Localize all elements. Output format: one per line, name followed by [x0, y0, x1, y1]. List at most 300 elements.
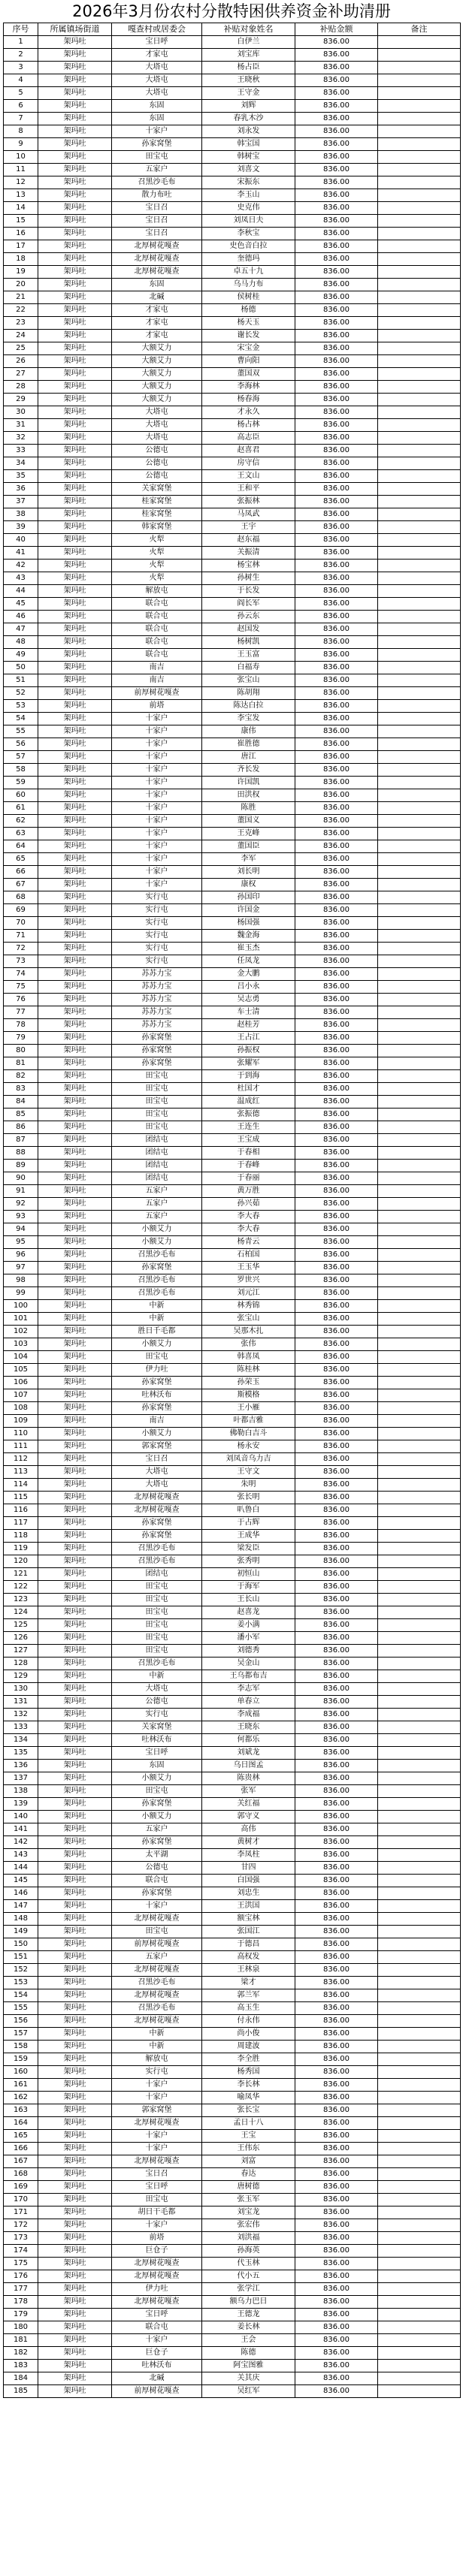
table-row [4, 394, 461, 406]
cell-town: 架玛吐 [38, 1606, 112, 1619]
cell-index: 61 [4, 802, 38, 815]
cell-remark [378, 87, 461, 100]
cell-village: 宝日呼 [112, 1747, 202, 1760]
cell-amount: 836.00 [295, 1632, 378, 1645]
cell-village: 十家户 [112, 2334, 202, 2347]
cell-village: 召黑沙毛布 [112, 1287, 202, 1300]
cell-amount: 836.00 [295, 394, 378, 406]
cell-amount: 836.00 [295, 100, 378, 113]
cell-recipient: 张国江 [202, 1926, 295, 1938]
cell-recipient: 吴那木扎 [202, 1326, 295, 1338]
cell-town: 架玛吐 [38, 1313, 112, 1326]
cell-remark [378, 1479, 461, 1492]
cell-index: 33 [4, 445, 38, 457]
table-row [4, 534, 461, 547]
cell-village: 联合屯 [112, 598, 202, 611]
cell-amount: 836.00 [295, 240, 378, 253]
table-row [4, 1747, 461, 1760]
cell-amount: 836.00 [295, 1160, 378, 1172]
cell-index: 26 [4, 355, 38, 368]
cell-index: 149 [4, 1926, 38, 1938]
cell-town: 架玛吐 [38, 1709, 112, 1721]
cell-remark [378, 1913, 461, 1926]
cell-amount: 836.00 [295, 560, 378, 572]
cell-remark [378, 2385, 461, 2398]
cell-town: 架玛吐 [38, 1964, 112, 1977]
cell-remark [378, 649, 461, 662]
cell-recipient: 阎长军 [202, 598, 295, 611]
cell-recipient: 刘辉 [202, 100, 295, 113]
cell-recipient: 李大春 [202, 1223, 295, 1236]
table-row [4, 228, 461, 240]
cell-index: 120 [4, 1555, 38, 1568]
cell-remark [378, 508, 461, 521]
cell-amount: 836.00 [295, 1402, 378, 1415]
table-row [4, 713, 461, 725]
cell-remark [378, 1696, 461, 1709]
cell-town: 架玛吐 [38, 330, 112, 342]
cell-remark [378, 2181, 461, 2194]
table-row [4, 1440, 461, 1453]
table-row [4, 2168, 461, 2181]
table-row [4, 2245, 461, 2258]
cell-village: 团结屯 [112, 1147, 202, 1160]
cell-amount: 836.00 [295, 687, 378, 700]
cell-town: 架玛吐 [38, 2283, 112, 2296]
cell-remark [378, 483, 461, 496]
cell-amount: 836.00 [295, 1581, 378, 1594]
cell-remark [378, 636, 461, 649]
cell-remark [378, 572, 461, 585]
table-row [4, 1823, 461, 1836]
cell-village: 田宝屯 [112, 1594, 202, 1606]
cell-amount: 836.00 [295, 725, 378, 738]
cell-remark [378, 1658, 461, 1670]
cell-amount: 836.00 [295, 2360, 378, 2372]
cell-remark [378, 2066, 461, 2079]
table-row [4, 1326, 461, 1338]
cell-remark [378, 891, 461, 904]
cell-recipient: 王守金 [202, 87, 295, 100]
table-row [4, 1568, 461, 1581]
cell-index: 101 [4, 1313, 38, 1326]
cell-amount: 836.00 [295, 968, 378, 981]
cell-recipient: 王会 [202, 2334, 295, 2347]
cell-index: 115 [4, 1492, 38, 1504]
table-row [4, 1338, 461, 1351]
cell-village: 五家户 [112, 1823, 202, 1836]
cell-amount: 836.00 [295, 202, 378, 215]
cell-recipient: 王伟东 [202, 2143, 295, 2155]
cell-recipient: 额宝林 [202, 1913, 295, 1926]
cell-index: 78 [4, 1019, 38, 1032]
table-row [4, 2372, 461, 2385]
cell-village: 火犁 [112, 560, 202, 572]
cell-village: 火犁 [112, 547, 202, 560]
cell-recipient: 王宝 [202, 2130, 295, 2143]
cell-recipient: 王文山 [202, 470, 295, 483]
cell-amount: 836.00 [295, 2104, 378, 2117]
cell-index: 72 [4, 943, 38, 955]
table-row [4, 496, 461, 508]
cell-remark [378, 943, 461, 955]
cell-index: 17 [4, 240, 38, 253]
cell-recipient: 张玉军 [202, 2194, 295, 2206]
cell-remark [378, 1274, 461, 1287]
table-row [4, 777, 461, 789]
cell-village: 十家户 [112, 802, 202, 815]
cell-index: 57 [4, 751, 38, 764]
table-row [4, 1581, 461, 1594]
cell-amount: 836.00 [295, 215, 378, 228]
cell-remark [378, 2194, 461, 2206]
cell-remark [378, 1504, 461, 1517]
cell-recipient: 郭兰军 [202, 1989, 295, 2002]
cell-recipient: 杨青云 [202, 1236, 295, 1249]
cell-town: 架玛吐 [38, 1938, 112, 1951]
cell-remark [378, 1313, 461, 1326]
cell-index: 85 [4, 1109, 38, 1121]
cell-index: 91 [4, 1185, 38, 1198]
cell-town: 架玛吐 [38, 2143, 112, 2155]
cell-town: 架玛吐 [38, 1198, 112, 1211]
cell-index: 148 [4, 1913, 38, 1926]
cell-town: 架玛吐 [38, 1083, 112, 1096]
header-cell-town: 所属镇场街道 [38, 23, 112, 36]
cell-index: 55 [4, 725, 38, 738]
cell-town: 架玛吐 [38, 457, 112, 470]
cell-village: 孙家窝堡 [112, 1402, 202, 1415]
cell-recipient: 崔胜德 [202, 738, 295, 751]
cell-index: 37 [4, 496, 38, 508]
cell-remark [378, 2079, 461, 2092]
cell-town: 架玛吐 [38, 572, 112, 585]
cell-remark [378, 611, 461, 623]
table-row [4, 917, 461, 930]
cell-town: 架玛吐 [38, 1734, 112, 1747]
cell-town: 架玛吐 [38, 2053, 112, 2066]
cell-village: 公德屯 [112, 470, 202, 483]
cell-recipient: 刘凤音乌力吉 [202, 1453, 295, 1466]
cell-town: 架玛吐 [38, 291, 112, 304]
cell-village: 田宝屯 [112, 1619, 202, 1632]
cell-amount: 836.00 [295, 266, 378, 279]
cell-index: 43 [4, 572, 38, 585]
cell-recipient: 梁发臣 [202, 1543, 295, 1555]
table-row [4, 764, 461, 777]
cell-remark [378, 840, 461, 853]
cell-amount: 836.00 [295, 1645, 378, 1658]
cell-recipient: 赵喜君 [202, 445, 295, 457]
cell-village: 大额艾力 [112, 381, 202, 394]
cell-amount: 836.00 [295, 368, 378, 381]
cell-village: 十家户 [112, 764, 202, 777]
cell-index: 139 [4, 1798, 38, 1811]
cell-recipient: 张伟 [202, 1338, 295, 1351]
cell-village: 孙家窝堡 [112, 1262, 202, 1274]
cell-index: 45 [4, 598, 38, 611]
header-cell-recipient: 补贴对象姓名 [202, 23, 295, 36]
cell-remark [378, 2360, 461, 2372]
cell-amount: 836.00 [295, 1977, 378, 1989]
cell-recipient: 春乳木沙 [202, 113, 295, 125]
cell-amount: 836.00 [295, 508, 378, 521]
cell-recipient: 尚小俊 [202, 2028, 295, 2041]
cell-recipient: 李志军 [202, 1683, 295, 1696]
cell-village: 南吉 [112, 674, 202, 687]
cell-village: 苏苏力宝 [112, 1006, 202, 1019]
cell-remark [378, 1172, 461, 1185]
cell-remark [378, 1836, 461, 1849]
cell-town: 架玛吐 [38, 1057, 112, 1070]
cell-amount: 836.00 [295, 649, 378, 662]
header-cell-index: 序号 [4, 23, 38, 36]
cell-village: 宝日召 [112, 2168, 202, 2181]
cell-index: 150 [4, 1938, 38, 1951]
cell-index: 12 [4, 176, 38, 189]
cell-recipient: 房守信 [202, 457, 295, 470]
cell-village: 宝日呼 [112, 36, 202, 49]
cell-amount: 836.00 [295, 1670, 378, 1683]
cell-recipient: 张长明 [202, 1492, 295, 1504]
cell-town: 架玛吐 [38, 368, 112, 381]
cell-remark [378, 751, 461, 764]
cell-town: 架玛吐 [38, 2015, 112, 2028]
cell-index: 40 [4, 534, 38, 547]
cell-amount: 836.00 [295, 470, 378, 483]
cell-town: 架玛吐 [38, 2232, 112, 2245]
cell-remark [378, 1581, 461, 1594]
table-row [4, 381, 461, 394]
cell-amount: 836.00 [295, 1019, 378, 1032]
cell-remark [378, 1121, 461, 1134]
cell-town: 架玛吐 [38, 381, 112, 394]
cell-amount: 836.00 [295, 2309, 378, 2321]
cell-village: 五家户 [112, 164, 202, 176]
cell-amount: 836.00 [295, 1223, 378, 1236]
cell-remark [378, 1351, 461, 1364]
cell-village: 实行屯 [112, 917, 202, 930]
cell-village: 中新 [112, 2028, 202, 2041]
cell-remark [378, 1338, 461, 1351]
cell-index: 177 [4, 2283, 38, 2296]
cell-index: 135 [4, 1747, 38, 1760]
table-row [4, 828, 461, 840]
cell-amount: 836.00 [295, 1351, 378, 1364]
cell-village: 大额艾力 [112, 368, 202, 381]
cell-village: 联合屯 [112, 649, 202, 662]
cell-town: 架玛吐 [38, 2181, 112, 2194]
cell-town: 架玛吐 [38, 1492, 112, 1504]
cell-village: 十家户 [112, 1900, 202, 1913]
cell-remark [378, 1389, 461, 1402]
cell-index: 168 [4, 2168, 38, 2181]
cell-recipient: 吴红军 [202, 2385, 295, 2398]
cell-recipient: 董国双 [202, 368, 295, 381]
cell-remark [378, 1019, 461, 1032]
cell-amount: 836.00 [295, 432, 378, 445]
table-row [4, 1606, 461, 1619]
cell-village: 十家户 [112, 713, 202, 725]
cell-town: 架玛吐 [38, 917, 112, 930]
cell-amount: 836.00 [295, 1109, 378, 1121]
cell-town: 架玛吐 [38, 2385, 112, 2398]
cell-village: 太平湖 [112, 1849, 202, 1862]
table-row [4, 330, 461, 342]
cell-remark [378, 74, 461, 87]
cell-amount: 836.00 [295, 445, 378, 457]
cell-village: 吐林沃布 [112, 1389, 202, 1402]
table-row [4, 2002, 461, 2015]
cell-amount: 836.00 [295, 2258, 378, 2270]
cell-town: 架玛吐 [38, 2104, 112, 2117]
cell-town: 架玛吐 [38, 1619, 112, 1632]
table-row [4, 49, 461, 62]
cell-remark [378, 279, 461, 291]
cell-amount: 836.00 [295, 1887, 378, 1900]
cell-remark [378, 330, 461, 342]
cell-recipient: 赵桂芳 [202, 1019, 295, 1032]
cell-recipient: 白伊兰 [202, 36, 295, 49]
cell-index: 174 [4, 2245, 38, 2258]
cell-amount: 836.00 [295, 636, 378, 649]
cell-remark [378, 1287, 461, 1300]
table-row [4, 304, 461, 317]
cell-recipient: 刘洪福 [202, 2232, 295, 2245]
cell-recipient: 谢长发 [202, 330, 295, 342]
cell-remark [378, 623, 461, 636]
table-row [4, 1428, 461, 1440]
cell-amount: 836.00 [295, 2117, 378, 2130]
cell-town: 架玛吐 [38, 1160, 112, 1172]
cell-remark [378, 164, 461, 176]
cell-town: 架玛吐 [38, 2321, 112, 2334]
cell-village: 召黑沙毛布 [112, 1658, 202, 1670]
cell-amount: 836.00 [295, 483, 378, 496]
cell-index: 13 [4, 189, 38, 202]
cell-amount: 836.00 [295, 1249, 378, 1262]
cell-index: 60 [4, 789, 38, 802]
table-row [4, 1683, 461, 1696]
cell-remark [378, 1006, 461, 1019]
cell-amount: 836.00 [295, 1823, 378, 1836]
cell-amount: 836.00 [295, 1134, 378, 1147]
cell-remark [378, 1185, 461, 1198]
cell-village: 公德屯 [112, 1696, 202, 1709]
cell-remark [378, 1606, 461, 1619]
cell-town: 架玛吐 [38, 470, 112, 483]
cell-recipient: 陈贵林 [202, 1772, 295, 1785]
cell-index: 107 [4, 1389, 38, 1402]
cell-village: 关家窝堡 [112, 1721, 202, 1734]
cell-remark [378, 853, 461, 866]
table-row [4, 1900, 461, 1913]
cell-remark [378, 1594, 461, 1606]
cell-village: 中新 [112, 1300, 202, 1313]
cell-recipient: 温成红 [202, 1096, 295, 1109]
cell-index: 52 [4, 687, 38, 700]
cell-remark [378, 2321, 461, 2334]
cell-town: 架玛吐 [38, 2194, 112, 2206]
cell-recipient: 李凤柱 [202, 1849, 295, 1862]
cell-amount: 836.00 [295, 1798, 378, 1811]
cell-recipient: 李海林 [202, 381, 295, 394]
cell-village: 小额艾力 [112, 1772, 202, 1785]
cell-index: 86 [4, 1121, 38, 1134]
cell-index: 8 [4, 125, 38, 138]
cell-index: 131 [4, 1696, 38, 1709]
cell-index: 74 [4, 968, 38, 981]
cell-index: 171 [4, 2206, 38, 2219]
cell-town: 架玛吐 [38, 1785, 112, 1798]
cell-index: 2 [4, 49, 38, 62]
cell-village: 火犁 [112, 572, 202, 585]
cell-town: 架玛吐 [38, 2168, 112, 2181]
cell-village: 田宝屯 [112, 1632, 202, 1645]
table-row [4, 125, 461, 138]
cell-recipient: 王玉富 [202, 649, 295, 662]
cell-remark [378, 240, 461, 253]
cell-remark [378, 2092, 461, 2104]
cell-village: 桂家窝堡 [112, 508, 202, 521]
cell-town: 架玛吐 [38, 1875, 112, 1887]
cell-town: 架玛吐 [38, 2041, 112, 2053]
cell-index: 9 [4, 138, 38, 151]
cell-amount: 836.00 [295, 406, 378, 419]
cell-village: 韩家窝堡 [112, 521, 202, 534]
table-row [4, 342, 461, 355]
cell-remark [378, 394, 461, 406]
cell-index: 145 [4, 1875, 38, 1887]
cell-recipient: 于德昌 [202, 1938, 295, 1951]
cell-town: 架玛吐 [38, 738, 112, 751]
cell-amount: 836.00 [295, 1096, 378, 1109]
cell-amount: 836.00 [295, 1517, 378, 1530]
cell-remark [378, 2232, 461, 2245]
cell-index: 172 [4, 2219, 38, 2232]
cell-index: 134 [4, 1734, 38, 1747]
cell-recipient: 佛勒白吉斗 [202, 1428, 295, 1440]
cell-town: 架玛吐 [38, 1926, 112, 1938]
cell-amount: 836.00 [295, 1440, 378, 1453]
cell-remark [378, 2258, 461, 2270]
table-row [4, 2385, 461, 2398]
cell-remark [378, 585, 461, 598]
cell-amount: 836.00 [295, 1747, 378, 1760]
cell-recipient: 李长林 [202, 2079, 295, 2092]
cell-town: 架玛吐 [38, 1287, 112, 1300]
cell-index: 63 [4, 828, 38, 840]
cell-remark [378, 789, 461, 802]
cell-town: 架玛吐 [38, 87, 112, 100]
cell-amount: 836.00 [295, 674, 378, 687]
cell-village: 北厚树花嘎查 [112, 2117, 202, 2130]
cell-village: 田宝屯 [112, 2194, 202, 2206]
cell-recipient: 吴金山 [202, 1658, 295, 1670]
cell-index: 3 [4, 62, 38, 74]
cell-remark [378, 1236, 461, 1249]
cell-village: 北厚树花嘎查 [112, 2270, 202, 2283]
table-row [4, 1785, 461, 1798]
cell-amount: 836.00 [295, 764, 378, 777]
cell-recipient: 董国义 [202, 815, 295, 828]
cell-village: 孙家窝堡 [112, 1517, 202, 1530]
cell-recipient: 于海军 [202, 1581, 295, 1594]
cell-recipient: 关红福 [202, 1798, 295, 1811]
cell-town: 架玛吐 [38, 1185, 112, 1198]
cell-recipient: 喻凤华 [202, 2092, 295, 2104]
cell-index: 4 [4, 74, 38, 87]
